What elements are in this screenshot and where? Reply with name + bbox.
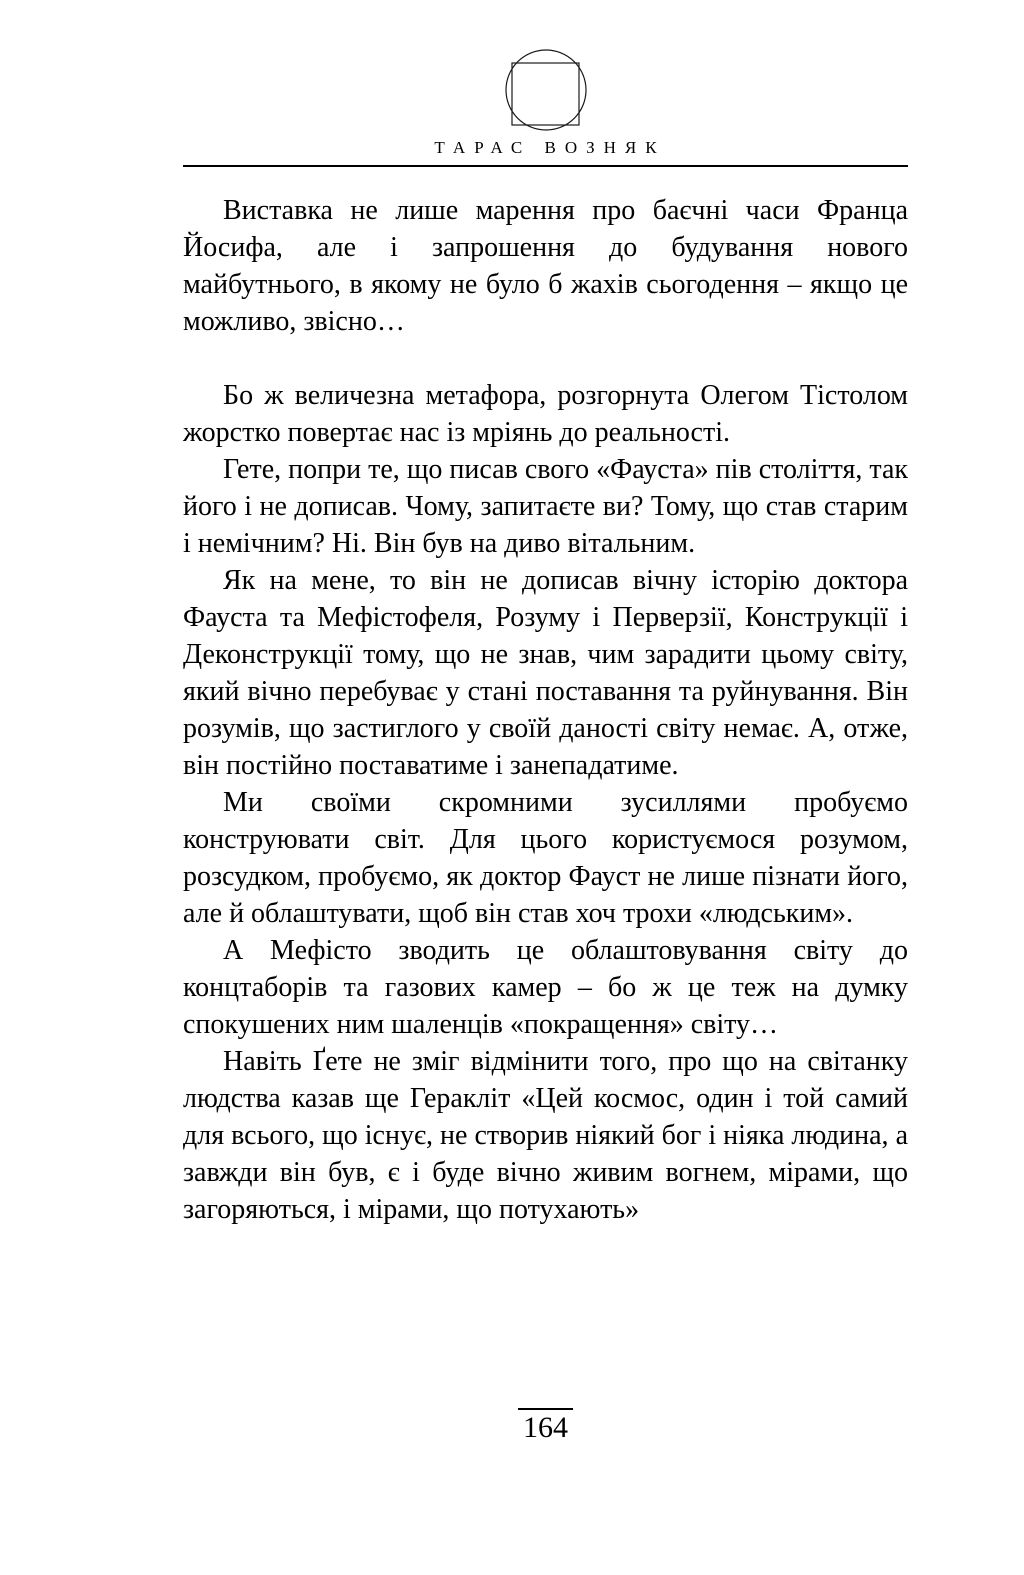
paragraph: А Мефісто зводить це облаштовування світу до концтаборів та газових камер – бо ж це теж на думку спокушених ним шаленців «покращення» світу… <box>183 935 908 1040</box>
paragraph: Бо ж величезна метафора, розгорнута Олегом Тістолом жорстко повертає нас із мріянь до реальності. <box>183 380 908 448</box>
paragraph: Навіть Ґете не зміг відмінити того, про що на світанку людства казав ще Геракліт «Цей космос, один і той самий для всього, що існує, не створив ніякий бог і ніяка людина, а завжди він був, є і буде вічно живим вогнем, мірами, що загоряються, і мірами, що потухають» <box>183 1046 908 1225</box>
paragraph: Виставка не лише марення про баєчні часи Франца Йосифа, але і запрошення до будування нового майбутнього, в якому не було б жахів сьогодення – якщо це можливо, звісно… <box>183 195 908 337</box>
page-body <box>183 192 908 1228</box>
author-name: ТАРАС ВОЗНЯК <box>434 138 666 157</box>
page-number: 164 <box>518 1408 573 1444</box>
paragraph: Ми своїми скромними зусиллями пробуємо конструювати світ. Для цього користуємося розумом, розсудком, пробуємо, як доктор Фауст не лише пізнати його, але й облаштувати, щоб він став хоч трохи «людським». <box>183 787 908 929</box>
page-footer <box>183 1408 908 1444</box>
paragraph: Як на мене, то він не дописав вічну історію доктора Фауста та Мефістофеля, Розуму і Перверзії, Конструкції і Деконструкції тому, що не знав, чим зарадити цьому світу, який вічно перебуває у стані поставання та руйнування. Він розумів, що застиглого у своїй даності світу немає. А, отже, він постійно поставатиме і занепадатиме. <box>183 565 908 781</box>
header-divider <box>183 165 908 167</box>
page-header <box>183 0 908 167</box>
paragraph: Гете, попри те, що писав свого «Фауста» пів століття, так його і не дописав. Чому, запитаєте ви? Тому, що став старим і немічним? Ні. Він був на диво вітальним. <box>183 454 908 559</box>
square-in-circle-emblem-icon <box>486 48 606 132</box>
